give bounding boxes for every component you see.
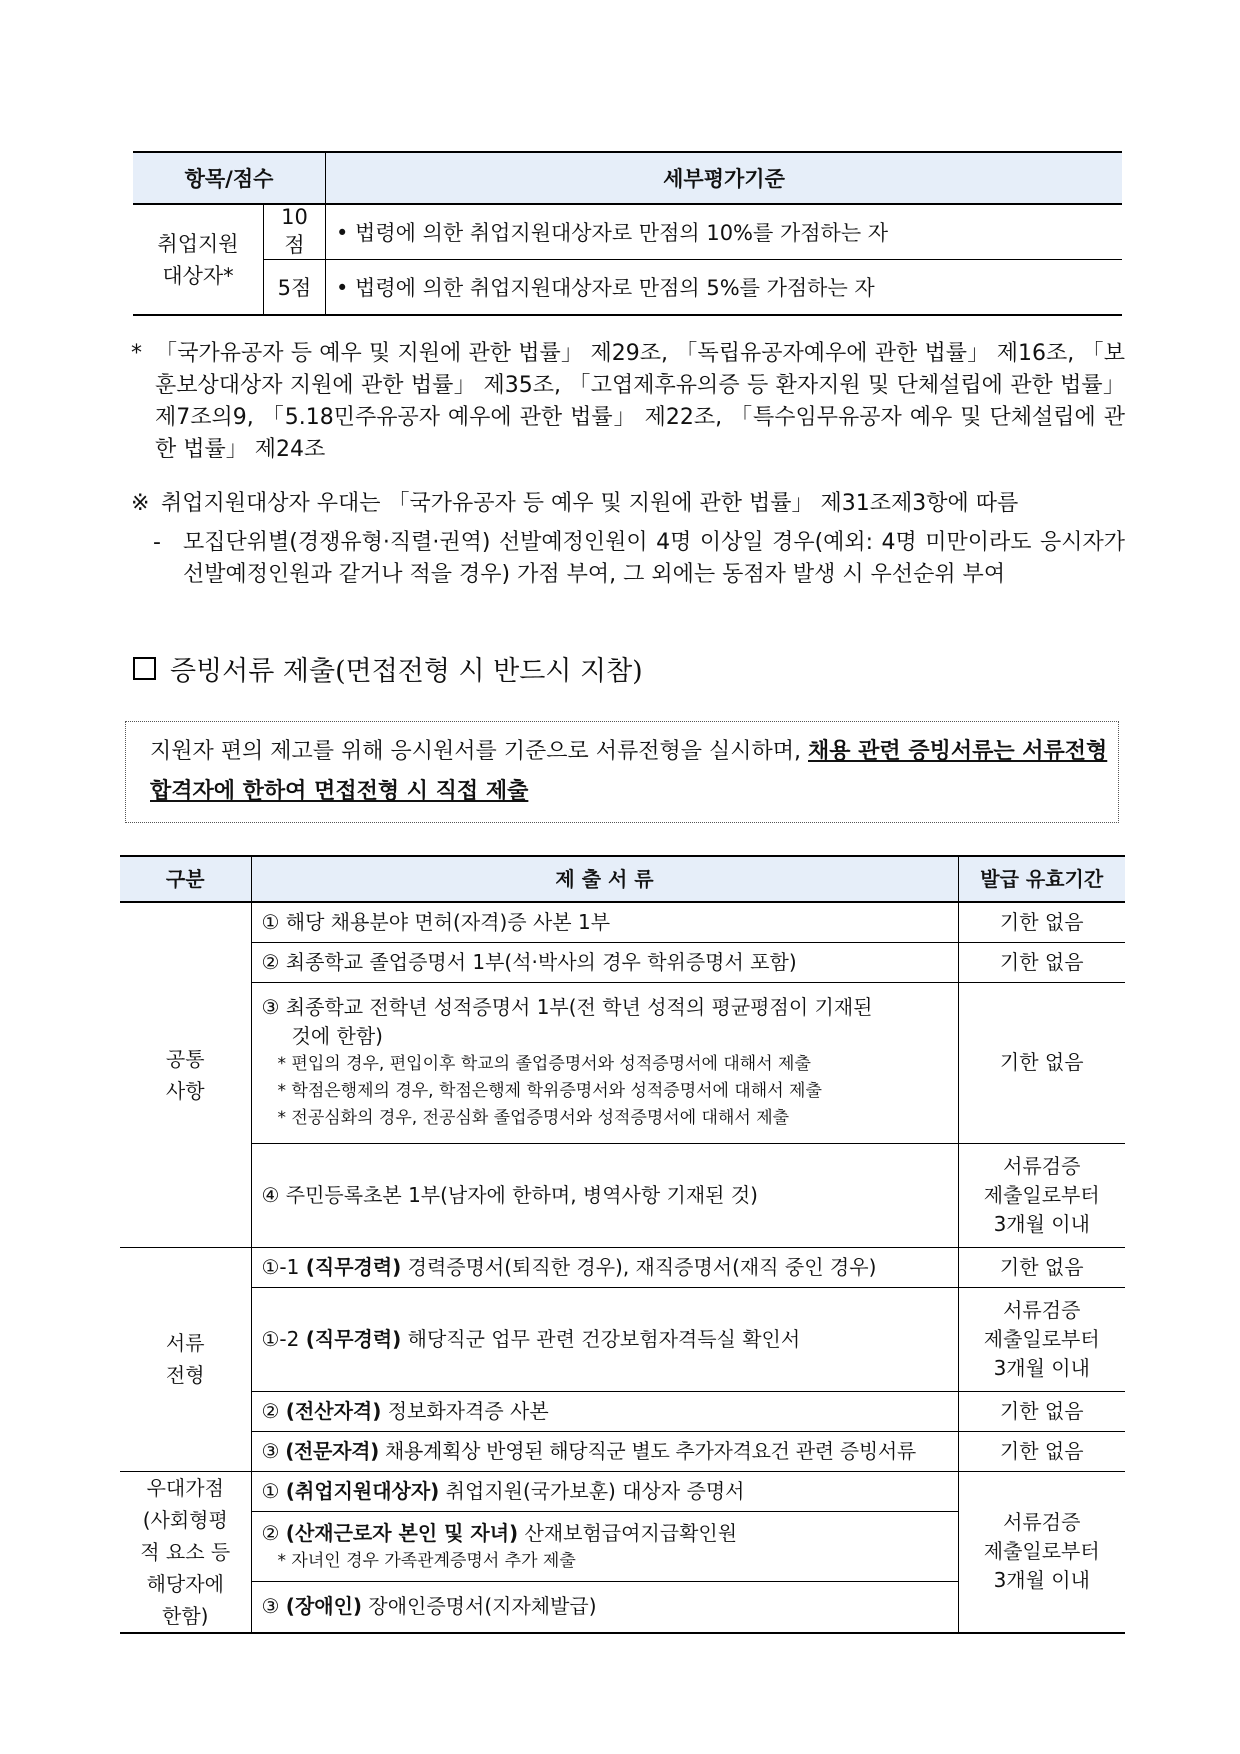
table-row <box>120 1431 1125 1471</box>
reference-note-text: 취업지원대상자 우대는 「국가유공자 등 예우 및 지원에 관한 법률」 제31조제3항에 따름 <box>161 491 1019 516</box>
table-row <box>133 204 1122 260</box>
dash-note-text: 모집단위별(경쟁유형·직렬·권역) 선발예정인원이 4명 이상일 경우(예외: 4명 미만이라도 응시자가 선발예정인원과 같거나 적을 경우) 가점 부여, 그 외에는 동점자 발생 시 우선순위 부여 <box>183 530 1125 587</box>
table-row <box>120 942 1125 982</box>
law-footnote-text: 「국가유공자 등 예우 및 지원에 관한 법률」 제29조, 「독립유공자예우에 관한 법률」 제16조, 「보훈보상대상자 지원에 관한 법률」 제35조, 「고엽제후유의증 등 환자지원 및 단체설립에 관한 법률」 제7조의9, 「5.18민주유공자 예우에 관한 법률」 제22조, 「특수임무유공자 예우 및 단체설립에 관한 법률」 제24조 <box>155 341 1125 462</box>
document-number: ①-1 <box>261 1254 306 1279</box>
validity-line: 제출일로부터 <box>983 1539 1100 1563</box>
document-cell <box>251 1247 958 1287</box>
document-text: 장애인증명서(지자체발급) <box>362 1594 597 1619</box>
header-item-score: 항목/점수 <box>133 152 326 204</box>
document-text: 산재보험급여지급확인원 <box>518 1520 738 1545</box>
document-cell <box>251 1391 958 1431</box>
document-text: 정보화자격증 사본 <box>381 1398 549 1423</box>
group-label: 적 요소 등 <box>140 1539 231 1564</box>
table-row <box>120 1391 1125 1431</box>
notice-emphasis-text: 채용 관련 증빙서류는 서류전형 합격자에 한하여 면접전형 시 직접 제출 <box>150 739 1108 804</box>
group-label: 한함) <box>162 1603 209 1628</box>
table-row <box>133 260 1122 316</box>
category-line: 대상자* <box>162 263 234 288</box>
group-label: 해당자에 <box>146 1571 224 1596</box>
points-cell: 10점 <box>264 204 326 260</box>
group-label: 서류 <box>165 1331 205 1355</box>
document-type: (직무경력) <box>305 1326 402 1351</box>
validity-line: 3개월 이내 <box>993 1211 1090 1236</box>
document-type: (직무경력) <box>305 1254 402 1279</box>
validity-cell: 기한 없음 <box>958 902 1125 942</box>
header-criteria: 세부평가기준 <box>326 152 1123 204</box>
document-type: (전산자격) <box>285 1398 382 1423</box>
document-type: (전문자격) <box>285 1438 379 1463</box>
validity-line: 3개월 이내 <box>993 1568 1090 1592</box>
document-cell <box>251 1471 958 1512</box>
group-label: 우대가점 <box>146 1475 224 1500</box>
document-line: 것에 한함) <box>291 1024 383 1048</box>
validity-line: 서류검증 <box>1003 1153 1081 1178</box>
document-number: ② <box>261 1398 286 1423</box>
group-label: (사회형평 <box>142 1507 228 1532</box>
square-bullet-icon <box>133 657 156 680</box>
bonus-criteria-table <box>133 151 1122 316</box>
category-line: 취업지원 <box>157 231 239 256</box>
law-footnote <box>131 338 1125 466</box>
document-number: ①-2 <box>261 1326 306 1351</box>
table-row <box>120 982 1125 1143</box>
group-screening <box>120 1247 251 1471</box>
document-type: (취업지원대상자) <box>285 1478 440 1503</box>
notice-plain-text: 지원자 편의 제고를 위해 응시원서를 기준으로 서류전형을 실시하며, <box>150 739 808 764</box>
document-subnote: * 편입의 경우, 편입이후 학교의 졸업증명서와 성적증명서에 대해서 제출 <box>277 1054 811 1074</box>
document-cell <box>251 1581 958 1632</box>
document-text: 취업지원(국가보훈) 대상자 증명서 <box>439 1478 745 1503</box>
document-number: ③ <box>261 1594 286 1619</box>
validity-line: 3개월 이내 <box>993 1355 1090 1380</box>
table-header-row <box>133 152 1122 204</box>
table-row <box>120 1143 1125 1247</box>
section-heading <box>133 649 643 688</box>
reference-mark: ※ <box>131 491 150 516</box>
validity-cell: 기한 없음 <box>958 1247 1125 1287</box>
document-text: 채용계획상 반영된 해당직군 별도 추가자격요건 관련 증빙서류 <box>378 1438 916 1463</box>
dash-note <box>153 527 1125 591</box>
asterisk-mark: * <box>131 341 142 366</box>
group-common <box>120 902 251 1247</box>
document-subnote: * 전공심화의 경우, 전공심화 졸업증명서와 성적증명서에 대해서 제출 <box>277 1108 790 1128</box>
header-validity: 발급 유효기간 <box>958 856 1125 902</box>
section-title: 증빙서류 제출(면접전형 시 반드시 지참) <box>170 656 643 687</box>
group-label: 사항 <box>165 1078 205 1103</box>
group-label: 공통 <box>165 1046 205 1071</box>
document-subnote: * 학점은행제의 경우, 학점은행제 학위증명서와 성적증명서에 대해서 제출 <box>277 1081 822 1101</box>
reference-note <box>131 488 1125 520</box>
validity-line: 서류검증 <box>1003 1510 1081 1534</box>
document-cell <box>251 1431 958 1471</box>
table-row <box>120 1471 1125 1512</box>
header-documents: 제 출 서 류 <box>251 856 958 902</box>
document-cell: ④ 주민등록초본 1부(남자에 한하며, 병역사항 기재된 것) <box>251 1143 958 1247</box>
validity-cell: 기한 없음 <box>958 1391 1125 1431</box>
validity-cell <box>958 1471 1125 1633</box>
document-cell: ② 최종학교 졸업증명서 1부(석·박사의 경우 학위증명서 포함) <box>251 942 958 982</box>
table-header-row <box>120 856 1125 902</box>
document-cell <box>251 1512 958 1582</box>
table-row <box>120 1247 1125 1287</box>
document-line: ③ 최종학교 전학년 성적증명서 1부(전 학년 성적의 평균평점이 기재된 <box>261 995 873 1019</box>
validity-line: 제출일로부터 <box>983 1326 1100 1351</box>
document-number: ② <box>261 1520 286 1545</box>
validity-cell <box>958 1143 1125 1247</box>
document-cell: ① 해당 채용분야 면허(자격)증 사본 1부 <box>251 902 958 942</box>
document-number: ① <box>261 1478 286 1503</box>
validity-cell: 기한 없음 <box>958 942 1125 982</box>
criteria-cell: • 법령에 의한 취업지원대상자로 만점의 10%를 가점하는 자 <box>326 204 1123 260</box>
document-subnote: * 자녀인 경우 가족관계증명서 추가 제출 <box>277 1550 576 1571</box>
document-text: 경력증명서(퇴직한 경우), 재직증명서(재직 중인 경우) <box>401 1254 877 1279</box>
document-type: (장애인) <box>285 1594 363 1619</box>
validity-line: 제출일로부터 <box>983 1182 1100 1207</box>
header-group: 구분 <box>120 856 251 902</box>
criteria-cell: • 법령에 의한 취업지원대상자로 만점의 5%를 가점하는 자 <box>326 260 1123 316</box>
dash-mark: - <box>153 530 161 555</box>
validity-line: 서류검증 <box>1003 1297 1081 1322</box>
category-cell <box>133 204 264 315</box>
validity-cell: 기한 없음 <box>958 1431 1125 1471</box>
documents-table <box>120 855 1125 1634</box>
document-cell <box>251 1287 958 1391</box>
table-row <box>120 902 1125 942</box>
document-cell <box>251 982 958 1143</box>
validity-cell: 기한 없음 <box>958 982 1125 1143</box>
table-row <box>120 1287 1125 1391</box>
group-label: 전형 <box>165 1363 205 1387</box>
document-type: (산재근로자 본인 및 자녀) <box>285 1520 519 1545</box>
document-text: 해당직군 업무 관련 건강보험자격득실 확인서 <box>401 1326 801 1351</box>
document-number: ③ <box>261 1438 286 1463</box>
group-preferred <box>120 1471 251 1633</box>
validity-cell <box>958 1287 1125 1391</box>
points-cell: 5점 <box>264 260 326 316</box>
notice-box <box>125 721 1119 823</box>
